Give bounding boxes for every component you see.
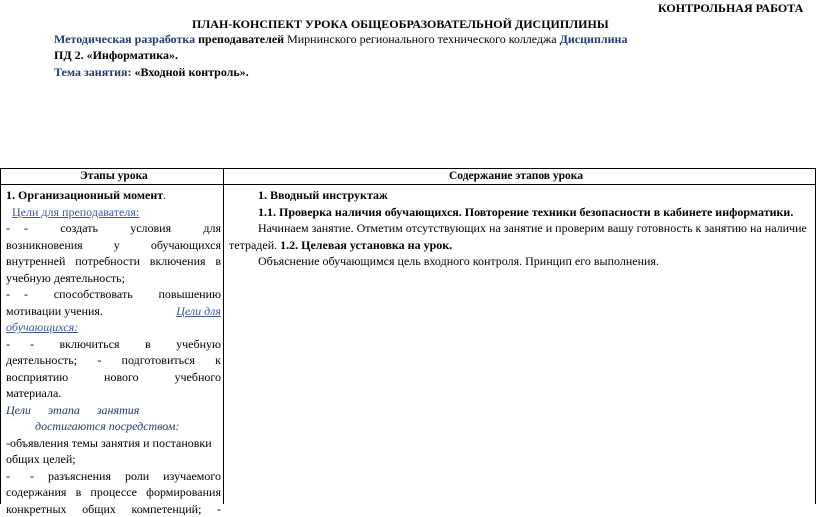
student-goals-label: Цели для — [176, 303, 221, 320]
paragraph: Объяснение обучающимся цель входного контроля. Принцип его выполнения. — [229, 253, 814, 270]
paragraph: Начинаем занятие. Отметим отсутствующих на занятие и проверим вашу готовность к занятию на наличие — [229, 220, 814, 237]
developer-line — [54, 32, 627, 47]
table-top-border — [0, 168, 816, 169]
page-title: ПЛАН-КОНСПЕКТ УРОКА ОБЩЕОБРАЗОВАТЕЛЬНОЙ ДИСЦИПЛИНЫ — [192, 17, 609, 32]
section-heading: 1. Вводный инструктаж — [229, 187, 814, 204]
means-label-end: достигаются посредством: — [6, 418, 221, 435]
text-line: мотивации учения. Цели для — [6, 303, 221, 320]
col-header-content: Содержание этапов урока — [449, 170, 583, 182]
text-line: конкретных общих компетенций; - — [6, 501, 221, 517]
text-line: содержания в процессе формирования — [6, 484, 221, 501]
text-line: -объявления темы занятия и постановки — [6, 435, 221, 452]
topic-value: «Входной контроль». — [135, 65, 249, 79]
student-goals-label-end: обучающихся: — [6, 320, 78, 334]
text-line: внутренней потребности включения в — [6, 253, 221, 270]
section-subheading: 1.1. Проверка наличия обучающихся. Повторение техники безопасности в кабинете информатики. — [229, 204, 814, 221]
paragraph-cont: тетрадей. 1.2. Целевая установка на урок. — [229, 237, 814, 254]
text-line: учебную деятельность; — [6, 270, 221, 287]
control-work-label: КОНТРОЛЬНАЯ РАБОТА — [658, 1, 803, 16]
text-line: деятельность; - подготовиться к — [6, 352, 221, 369]
text-line: возникновения у обучающихся — [6, 237, 221, 254]
text-line: восприятию нового учебного — [6, 369, 221, 386]
means-label: Цели этапа занятия — [6, 402, 221, 419]
discipline-value: ПД 2. «Информатика». — [54, 48, 178, 63]
col-header-stages: Этапы урока — [80, 170, 148, 182]
content-cell — [229, 187, 814, 270]
text-line: материала. — [6, 385, 221, 402]
topic-line — [54, 65, 249, 80]
text-line: - - разъяснения роли изучаемого — [6, 468, 221, 485]
teacher-goals-label: Цели для преподавателя: — [12, 205, 139, 219]
table-column-divider — [223, 168, 224, 504]
discipline-label: Дисциплина — [560, 32, 628, 46]
dev-by: преподавателей — [198, 32, 284, 46]
text-line: общих целей; — [6, 451, 221, 468]
stage-title: 1. Организационный момент — [6, 188, 163, 202]
stages-cell: 1. Организационный момент. Цели для преподавателя: - - создать условия для возникновения у обучающихся внутренней потребности включения в учебную деятельность; - - способствовать повышению мотивации учения. Цели для обучающихся: - - включиться в учебную деятельность; - подготовиться к восприятию нового учебного материала. Цели этапа занятия достигаются посредством: -объявления темы занятия и постановки общих целей; - - разъяснения роли изучаемого содержания в процессе формирования конкретных общих компетенций; - — [6, 187, 221, 517]
college-name: Мирнинского регионального технического колледжа — [287, 32, 557, 46]
text-line: - - создать условия для — [6, 220, 221, 237]
text-line: - - включиться в учебную — [6, 336, 221, 353]
section-subheading: 1.2. Целевая установка на урок. — [280, 238, 452, 252]
topic-label: Тема занятия: — [54, 65, 132, 79]
table-left-border — [0, 168, 1, 504]
text-line: - - способствовать повышению — [6, 286, 221, 303]
table-header-border — [0, 184, 816, 185]
dev-label: Методическая разработка — [54, 32, 195, 46]
